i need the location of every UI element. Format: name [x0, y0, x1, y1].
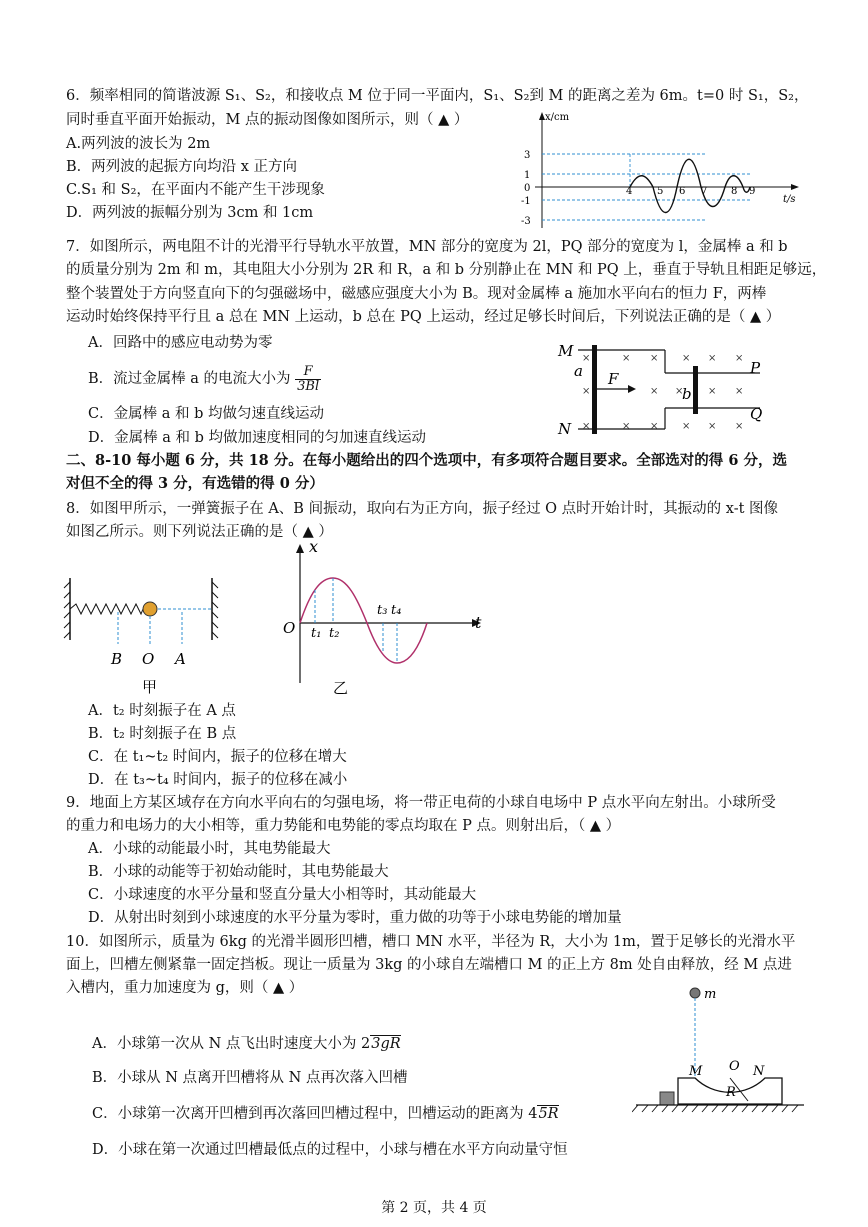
svg-text:×: × — [650, 353, 659, 364]
q10-stem-line1: 10．如图所示，质量为 6kg 的光滑半圆形凹槽，槽口 MN 水平，半径为 R，大小为 1m，置于足够长的光滑水平 — [66, 934, 796, 950]
q10-label-m-point: M — [689, 1064, 703, 1079]
page-footer: 第 2 页，共 4 页 — [381, 1200, 487, 1216]
q8-label-t3: t₃ — [377, 603, 388, 618]
svg-text:×: × — [675, 386, 684, 397]
q6-graph-xlabel: t/s — [783, 194, 796, 205]
q7-stem-line2: 的质量分别为 2m 和 m，其电阻大小分别为 2R 和 R，a 和 b 分别静止在 MN 和 PQ 上，垂直于导轨且相距足够远， — [66, 262, 827, 278]
q6-ytick-3: 3 — [524, 150, 531, 161]
svg-text:×: × — [650, 421, 659, 432]
q9-stem-line1: 9．地面上方某区域存在方向水平向右的匀强电场，将一带正电荷的小球自电场中 P 点水平向左射出。小球所受 — [66, 795, 776, 811]
q7-label-f: F — [608, 370, 619, 388]
q8-label-t1: t₁ — [311, 626, 322, 641]
q6-xtick-9: 9 — [749, 186, 756, 197]
section-2-heading-line2: 对但不全的得 3 分，有选错的得 0 分） — [66, 475, 324, 492]
q8-spring — [70, 604, 143, 614]
q6-option-b: B．两列波的起振方向均沿 x 正方向 — [66, 159, 298, 175]
q10-option-c — [92, 1104, 559, 1124]
q8-xt-graph — [275, 538, 495, 698]
q8-graph-t-axis-label: t — [475, 613, 482, 632]
svg-text:×: × — [582, 421, 591, 432]
section-2-heading-line1: 二、8-10 每小题 6 分，共 18 分。在每小题给出的四个选项中，有多项符合题目要求。全部选对的得 6 分，选 — [66, 452, 787, 469]
svg-text:×: × — [708, 421, 717, 432]
q7-label-b: b — [682, 385, 692, 403]
svg-text:×: × — [735, 421, 744, 432]
q10-option-a-sqrt: 3gR — [371, 1036, 401, 1052]
svg-text:×: × — [708, 353, 717, 364]
q8-stem-line2: 如图乙所示。则下列说法正确的是（ ▲ ） — [66, 524, 333, 540]
q10-label-m-mass: m — [704, 987, 717, 1002]
q10-label-o: O — [729, 1059, 740, 1074]
q6-xtick-8: 8 — [731, 186, 738, 197]
q9-option-d: D．从射出时刻到小球速度的水平分量为零时，重力做的功等于小球电势能的增加量 — [88, 910, 622, 926]
q10-option-c-text: C．小球第一次离开凹槽到再次落回凹槽过程中，凹槽运动的距离为 4 — [92, 1106, 538, 1122]
q6-ytick-1: 1 — [524, 170, 531, 181]
q6-option-a: A.两列波的波长为 2m — [66, 136, 211, 152]
q8-label-t2: t₂ — [329, 626, 340, 641]
q8-spring-figure — [62, 572, 232, 700]
q10-option-b: B．小球从 N 点离开凹槽将从 N 点再次落入凹槽 — [92, 1070, 408, 1086]
q7-option-a: A．回路中的感应电动势为零 — [88, 335, 273, 351]
q7-label-p: P — [750, 359, 761, 377]
q8-graph-x-axis-label: x — [309, 538, 319, 556]
q7-rod-a — [592, 345, 597, 434]
q10-option-a — [92, 1034, 401, 1054]
q10-groove-figure — [632, 982, 808, 1130]
q8-oscillator-ball — [143, 602, 157, 616]
q7-label-q: Q — [750, 405, 763, 423]
q6-vibration-graph — [505, 110, 805, 235]
q8-option-c: C．在 t₁~t₂ 时间内，振子的位移在增大 — [88, 749, 347, 765]
q7-rail-diagram — [550, 336, 780, 441]
q8-label-t4: t₄ — [391, 603, 402, 618]
q7-label-a: a — [574, 362, 583, 380]
q10-label-n: N — [753, 1064, 765, 1079]
q10-label-r: R — [726, 1085, 736, 1100]
svg-text:×: × — [622, 353, 631, 364]
svg-text:×: × — [682, 421, 691, 432]
svg-text:×: × — [682, 353, 691, 364]
q8-option-b: B．t₂ 时刻振子在 B 点 — [88, 726, 237, 742]
q7-fraction-numerator: F — [295, 365, 321, 380]
q10-option-c-sqrt: 5R — [538, 1106, 559, 1122]
q7-option-c: C．金属棒 a 和 b 均做匀速直线运动 — [88, 406, 324, 422]
q7-option-d: D．金属棒 a 和 b 均做加速度相同的匀加速直线运动 — [88, 430, 426, 446]
q6-xtick-6: 6 — [679, 186, 686, 197]
svg-text:×: × — [582, 353, 591, 364]
q6-stem-line2: 同时垂直平面开始振动，M 点的振动图像如图所示，则（ ▲ ） — [66, 112, 469, 128]
q6-option-c: C.S₁ 和 S₂，在平面内不能产生干涉现象 — [66, 182, 325, 198]
q8-sine-curve — [300, 578, 427, 663]
q8-option-a: A．t₂ 时刻振子在 A 点 — [88, 703, 236, 719]
q10-option-a-text: A．小球第一次从 N 点飞出时速度大小为 2 — [92, 1036, 371, 1052]
q10-ball — [690, 988, 700, 998]
q8-option-d: D．在 t₃~t₄ 时间内，振子的位移在减小 — [88, 772, 348, 788]
q10-option-d: D．小球在第一次通过凹槽最低点的过程中，小球与槽在水平方向动量守恒 — [92, 1142, 568, 1158]
q7-option-b-fraction — [295, 365, 321, 394]
svg-text:×: × — [735, 353, 744, 364]
q6-graph-ylabel: x/cm — [545, 112, 570, 123]
q6-xtick-4: 4 — [626, 186, 633, 197]
svg-text:×: × — [708, 386, 717, 397]
q6-ytick-neg1: -1 — [521, 196, 531, 207]
q8-label-a: A — [175, 650, 186, 668]
q10-stem-line2: 面上，凹槽左侧紧靠一固定挡板。现让一质量为 3kg 的小球自左端槽口 M 的正上方 8m 处自由释放，经 M 点进 — [66, 957, 792, 973]
svg-text:×: × — [622, 421, 631, 432]
q7-stem-line4: 运动时始终保持平行且 a 总在 MN 上运动，b 总在 PQ 上运动，经过足够长时间后，下列说法正确的是（ ▲ ） — [66, 309, 781, 325]
q8-label-o: O — [142, 650, 155, 668]
q6-xtick-7: 7 — [701, 186, 708, 197]
q7-label-n: N — [558, 420, 572, 438]
q7-force-arrow — [628, 385, 636, 393]
q9-stem-line2: 的重力和电场力的大小相等，重力势能和电势能的零点均取在 P 点。则射出后，（ ▲ ） — [66, 818, 621, 834]
q6-xtick-5: 5 — [657, 186, 664, 197]
q9-option-b: B．小球的动能等于初始动能时，其电势能最大 — [88, 864, 389, 880]
q10-stem-line3: 入槽内，重力加速度为 g，则（ ▲ ） — [66, 980, 304, 996]
q7-fraction-denominator: 3Bl — [297, 378, 320, 394]
q7-stem-line3: 整个装置处于方向竖直向下的匀强磁场中，磁感应强度大小为 B。现对金属棒 a 施加水平向右的恒力 F，两棒 — [66, 286, 767, 302]
q8-caption-jia: 甲 — [142, 678, 158, 696]
q6-stem-line1: 6．频率相同的简谐波源 S₁、S₂，和接收点 M 位于同一平面内，S₁、S₂到 M 的距离之差为 6m。t=0 时 S₁，S₂， — [66, 88, 809, 104]
q8-stem-line1: 8．如图甲所示，一弹簧振子在 A、B 间振动，取向右为正方向，振子经过 O 点时开始计时，其振动的 x-t 图像 — [66, 501, 779, 517]
q7-rod-b — [693, 366, 698, 414]
svg-text:×: × — [582, 386, 591, 397]
q8-label-b: B — [111, 650, 123, 668]
q6-ytick-neg3: -3 — [521, 216, 531, 227]
q8-graph-origin: O — [283, 619, 296, 637]
q7-label-m: M — [558, 342, 574, 360]
q7-stem-line1: 7．如图所示，两电阻不计的光滑平行导轨水平放置，MN 部分的宽度为 2l，PQ 部分的宽度为 l，金属棒 a 和 b — [66, 239, 788, 255]
q6-option-d: D．两列波的振幅分别为 3cm 和 1cm — [66, 205, 314, 221]
q10-stop-block — [660, 1092, 674, 1105]
svg-text:×: × — [650, 386, 659, 397]
q9-option-c: C．小球速度的水平分量和竖直分量大小相等时，其动能最大 — [88, 887, 477, 903]
svg-text:×: × — [735, 386, 744, 397]
q7-option-b — [88, 362, 321, 396]
q8-caption-yi: 乙 — [333, 679, 349, 697]
q9-option-a: A．小球的动能最小时，其电势能最大 — [88, 841, 331, 857]
q7-option-b-text: B．流过金属棒 a 的电流大小为 — [88, 371, 291, 387]
q6-ytick-0: 0 — [524, 183, 531, 194]
